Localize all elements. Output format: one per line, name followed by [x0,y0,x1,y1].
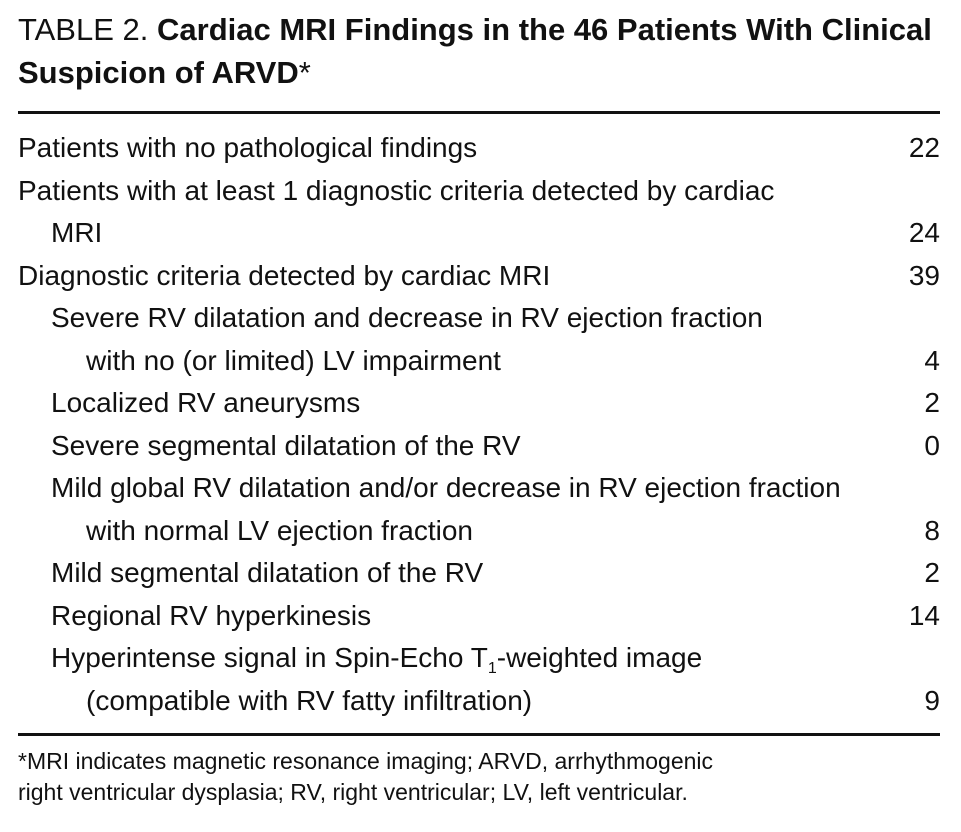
top-rule [18,111,940,114]
row-label-continued: (compatible with RV fatty infiltration) [86,684,533,716]
row-label: Diagnostic criteria detected by cardiac MRI [18,259,551,291]
table-row [18,297,940,382]
row-value: 2 [924,387,940,418]
bottom-rule [18,733,940,736]
table-row [18,467,940,552]
row-value: 4 [924,344,940,376]
row-label: Patients with at least 1 diagnostic criteria detected by cardiac [18,174,775,206]
table-row [18,127,940,170]
row-value: 2 [924,557,940,588]
row-label: Regional RV hyperkinesis [51,599,372,631]
row-value: 14 [908,599,940,631]
row-label-subscript: 1 [487,660,497,677]
row-label-continued: with normal LV ejection fraction [86,514,473,546]
row-label-continued: MRI [51,217,103,248]
row-label [18,637,940,680]
table-row [18,255,940,298]
row-value: 9 [924,684,940,716]
footnote-line: right ventricular dysplasia; RV, right ventricular; LV, left ventricular. [18,779,688,805]
row-value: 24 [908,217,940,248]
table-title [18,8,948,94]
row-label-part: -weighted image [496,642,703,673]
row-value: 39 [908,259,940,291]
table-body [18,127,940,722]
row-label: Severe RV dilatation and decrease in RV ejection fraction [51,302,763,333]
row-label: Mild global RV dilatation and/or decrease in RV ejection fraction [51,472,841,503]
footnote-line: *MRI indicates magnetic resonance imaging; ARVD, arrhythmogenic [18,748,714,774]
table-row [18,382,940,425]
row-label: Patients with no pathological findings [18,132,478,163]
table-title-text: Cardiac MRI Findings in the 46 Patients With Clinical Suspicion of ARVD [18,12,932,90]
table-row [18,170,940,255]
row-value: 22 [908,132,940,163]
row-value: 0 [924,429,940,461]
table-row [18,552,940,595]
row-label: Mild segmental dilatation of the RV [51,557,484,588]
table-title-mark: * [298,55,311,90]
table-row [18,595,940,638]
row-label: Severe segmental dilatation of the RV [51,429,521,461]
row-label: Localized RV aneurysms [51,387,361,418]
row-label-continued: with no (or limited) LV impairment [86,344,501,376]
table-label: TABLE 2. [18,12,149,47]
table-row [18,425,940,468]
row-value: 8 [924,514,940,546]
table-row [18,637,940,722]
row-label-part: Hyperintense signal in Spin-Echo T [51,642,488,673]
table-footnote [18,746,940,808]
